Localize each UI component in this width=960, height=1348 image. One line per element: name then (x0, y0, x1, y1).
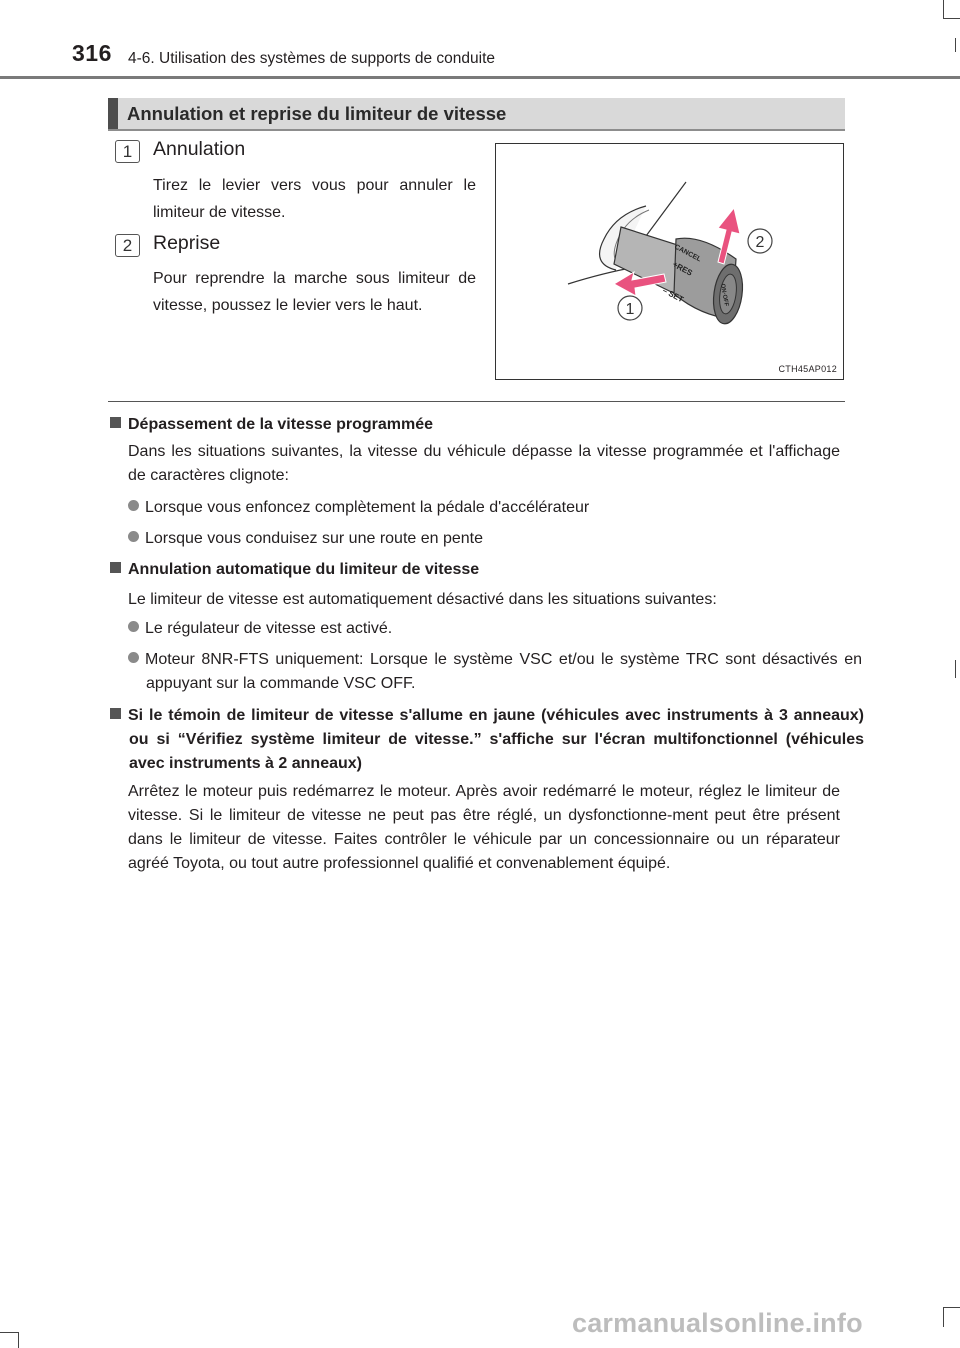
note-heading-text: Annulation automatique du limiteur de vitesse (128, 561, 480, 578)
step-number: 1 (115, 140, 140, 163)
list-item (128, 648, 862, 696)
page-number: 316 (72, 40, 112, 66)
note-text: Dans les situations suivantes, la vitesse du véhicule dépasse la vitesse programmée et l'affichage de caractères clignote: (128, 443, 840, 484)
list-item-text: Lorsque vous enfoncez complètement la pédale d'accélérateur (145, 499, 590, 516)
square-bullet-icon (110, 562, 121, 573)
note-heading-text: Si le témoin de limiteur de vitesse s'allume en jaune (véhicules avec instruments à 3 anneaux) ou si “Vérifiez système limiteur de vitesse.” s'affiche sur l'écran multifonctionnel (véhicules avec instruments à 2 anneaux) (128, 707, 864, 772)
lever-illustration (495, 143, 844, 380)
step-title: Annulation (153, 138, 246, 160)
square-bullet-icon (110, 708, 121, 719)
step-body: Tirez le levier vers vous pour annuler le limiteur de vitesse. (153, 177, 476, 221)
note-text: Arrêtez le moteur puis redémarrez le moteur. Après avoir redémarré le moteur, réglez le limiteur de vitesse. Si le limiteur de vitesse ne peut pas être réglé, un dysfonctionne-ment peut être présent dans le limiteur de vitesse. Faites contrôler le véhicule par un concessionnaire ou un réparateur agréé Toyota, ou tout autre professionnel qualifié et convenablement équipé. (128, 783, 840, 872)
dot-bullet-icon (128, 621, 139, 632)
note-heading-text: Dépassement de la vitesse programmée (128, 416, 434, 433)
list-item-text: Moteur 8NR-FTS uniquement: Lorsque le système VSC et/ou le système TRC sont désactivés en appuyant sur la commande VSC OFF. (145, 651, 862, 692)
crop-mark (943, 0, 944, 18)
step-body: Pour reprendre la marche sous limiteur de vitesse, poussez le levier vers le haut. (153, 270, 476, 314)
crop-mark (943, 1307, 944, 1327)
dot-bullet-icon (128, 652, 139, 663)
header-rule (0, 76, 960, 79)
watermark: carmanualsonline.info (572, 1308, 863, 1338)
list-item-text: Le régulateur de vitesse est activé. (145, 620, 393, 637)
note-heading (110, 704, 864, 776)
crop-mark (943, 1307, 960, 1308)
step-title: Reprise (153, 232, 221, 254)
lever-cancel-label: CANCEL (673, 243, 703, 264)
list-item (128, 527, 844, 551)
note-heading (110, 413, 845, 437)
callout-1: 1 (625, 301, 635, 318)
list-item (128, 617, 844, 641)
chapter-title: 4-6. Utilisation des systèmes de supports de conduite (128, 50, 496, 67)
dot-bullet-icon (128, 500, 139, 511)
section-divider (108, 401, 845, 402)
crop-mark (0, 1332, 18, 1333)
note-text: Le limiteur de vitesse est automatiquement désactivé dans les situations suivantes: (128, 591, 717, 608)
list-item (128, 496, 844, 520)
crop-mark (955, 660, 956, 678)
section-heading (108, 98, 845, 131)
list-item-text: Lorsque vous conduisez sur une route en pente (145, 530, 484, 547)
figure-code: CTH45AP012 (778, 364, 837, 374)
crop-mark (943, 18, 960, 19)
section-heading-bar (108, 98, 118, 129)
lever-res-label: +RES (671, 259, 694, 278)
crop-mark (18, 1332, 19, 1348)
dot-bullet-icon (128, 531, 139, 542)
lever-set-label: – SET (661, 285, 685, 305)
step-number: 2 (115, 234, 140, 257)
square-bullet-icon (110, 417, 121, 428)
cruise-lever-drawing (496, 144, 843, 379)
note-heading (110, 558, 845, 582)
section-title: Annulation et reprise du limiteur de vitesse (127, 103, 507, 124)
callout-2: 2 (755, 234, 765, 251)
lever-onoff-label: ON·OFF (719, 283, 729, 307)
crop-mark (955, 38, 956, 52)
